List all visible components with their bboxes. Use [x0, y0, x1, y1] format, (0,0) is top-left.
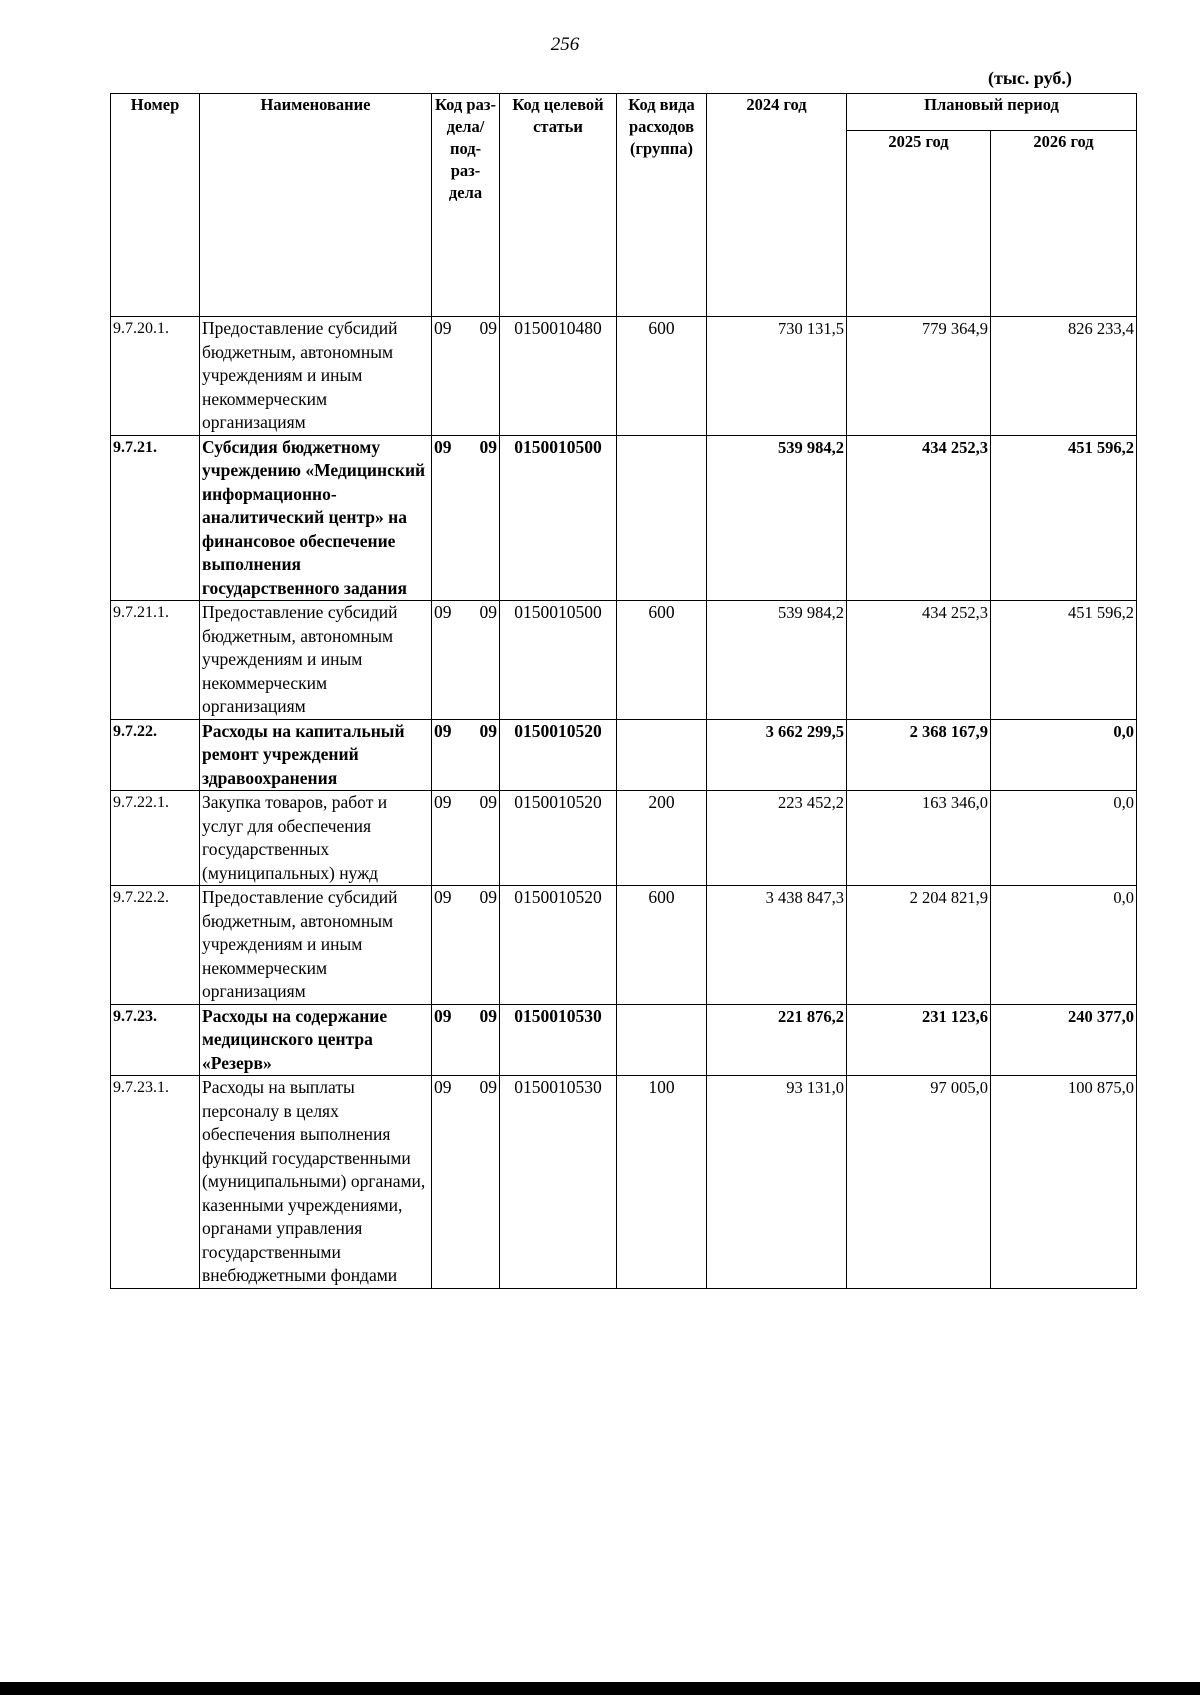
row-name: Предоставление субсидий бюджетным, автономным учреждениям и иным некоммерческим организациям	[200, 886, 432, 1005]
section-code: 09	[434, 1077, 452, 1097]
row-value-2026: 826 233,4	[991, 317, 1137, 436]
row-name: Расходы на капитальный ремонт учреждений здравоохранения	[200, 719, 432, 791]
row-number: 9.7.21.1.	[111, 601, 200, 720]
table-row	[111, 719, 1137, 791]
page-number: 256	[550, 34, 580, 55]
row-section-code	[432, 791, 500, 886]
subsection-code: 09	[479, 436, 497, 457]
header-planning-period: Плановый период	[847, 94, 1137, 131]
row-expense-type	[617, 719, 707, 791]
header-year-2026: 2026 год	[991, 131, 1137, 317]
table-row	[111, 317, 1137, 436]
row-value-2024: 3 662 299,5	[707, 719, 847, 791]
row-number: 9.7.21.	[111, 435, 200, 601]
row-expense-type: 600	[617, 601, 707, 720]
row-section-code	[432, 601, 500, 720]
row-value-2024: 3 438 847,3	[707, 886, 847, 1005]
row-section-code	[432, 719, 500, 791]
row-target-code: 0150010500	[500, 435, 617, 601]
budget-table	[110, 93, 1137, 1289]
row-section-code	[432, 1004, 500, 1076]
row-value-2026: 240 377,0	[991, 1004, 1137, 1076]
table-body	[111, 317, 1137, 1289]
table-row	[111, 1076, 1137, 1289]
row-target-code: 0150010520	[500, 719, 617, 791]
row-section-code	[432, 1076, 500, 1289]
row-number: 9.7.22.	[111, 719, 200, 791]
row-value-2026: 0,0	[991, 791, 1137, 886]
row-value-2025: 2 368 167,9	[847, 719, 991, 791]
row-name: Предоставление субсидий бюджетным, автономным учреждениям и иным некоммерческим организациям	[200, 601, 432, 720]
row-name: Предоставление субсидий бюджетным, автономным учреждениям и иным некоммерческим организациям	[200, 317, 432, 436]
section-code: 09	[434, 436, 452, 457]
row-value-2024: 539 984,2	[707, 601, 847, 720]
row-expense-type: 600	[617, 317, 707, 436]
header-name: Наименование	[200, 94, 432, 317]
subsection-code: 09	[479, 1077, 497, 1097]
row-expense-type: 200	[617, 791, 707, 886]
row-value-2024: 93 131,0	[707, 1076, 847, 1289]
scan-bottom-border	[0, 1682, 1200, 1695]
row-expense-type	[617, 435, 707, 601]
row-target-code: 0150010520	[500, 791, 617, 886]
units-label: (тыс. руб.)	[988, 68, 1072, 88]
row-expense-type	[617, 1004, 707, 1076]
table-row	[111, 886, 1137, 1005]
row-value-2026: 100 875,0	[991, 1076, 1137, 1289]
header-number: Номер	[111, 94, 200, 317]
section-code: 09	[434, 1005, 452, 1026]
header-section: Код раз- дела/ под- раз- дела	[432, 94, 500, 317]
table-row	[111, 1004, 1137, 1076]
row-value-2025: 434 252,3	[847, 601, 991, 720]
table-row	[111, 601, 1137, 720]
row-value-2025: 2 204 821,9	[847, 886, 991, 1005]
section-code: 09	[434, 602, 452, 622]
row-target-code: 0150010530	[500, 1076, 617, 1289]
row-value-2026: 0,0	[991, 886, 1137, 1005]
row-name: Закупка товаров, работ и услуг для обеспечения государственных (муниципальных) нужд	[200, 791, 432, 886]
section-code: 09	[434, 720, 452, 741]
table-row	[111, 435, 1137, 601]
row-value-2026: 451 596,2	[991, 601, 1137, 720]
subsection-code: 09	[479, 792, 497, 812]
row-value-2025: 97 005,0	[847, 1076, 991, 1289]
row-target-code: 0150010500	[500, 601, 617, 720]
row-section-code	[432, 886, 500, 1005]
row-value-2024: 223 452,2	[707, 791, 847, 886]
subsection-code: 09	[479, 1005, 497, 1026]
row-value-2025: 779 364,9	[847, 317, 991, 436]
subsection-code: 09	[479, 318, 497, 338]
section-code: 09	[434, 318, 452, 338]
row-value-2025: 231 123,6	[847, 1004, 991, 1076]
row-name: Расходы на выплаты персоналу в целях обеспечения выполнения функций государственными (муниципальными) органами, казенными учреждениями, органами управления государственными внебюджетными фондами	[200, 1076, 432, 1289]
row-section-code	[432, 317, 500, 436]
row-value-2025: 434 252,3	[847, 435, 991, 601]
row-value-2024: 221 876,2	[707, 1004, 847, 1076]
row-target-code: 0150010520	[500, 886, 617, 1005]
section-code: 09	[434, 792, 452, 812]
header-year-2025: 2025 год	[847, 131, 991, 317]
row-section-code	[432, 435, 500, 601]
row-name: Расходы на содержание медицинского центра «Резерв»	[200, 1004, 432, 1076]
row-number: 9.7.22.1.	[111, 791, 200, 886]
header-year-2024: 2024 год	[707, 94, 847, 317]
header-target: Код целевой статьи	[500, 94, 617, 317]
row-number: 9.7.20.1.	[111, 317, 200, 436]
row-value-2025: 163 346,0	[847, 791, 991, 886]
row-name: Субсидия бюджетному учреждению «Медицинский информационно-аналитический центр» на финансовое обеспечение выполнения государственного задания	[200, 435, 432, 601]
row-target-code: 0150010480	[500, 317, 617, 436]
row-value-2024: 730 131,5	[707, 317, 847, 436]
row-target-code: 0150010530	[500, 1004, 617, 1076]
row-number: 9.7.22.2.	[111, 886, 200, 1005]
row-value-2026: 0,0	[991, 719, 1137, 791]
row-value-2024: 539 984,2	[707, 435, 847, 601]
row-value-2026: 451 596,2	[991, 435, 1137, 601]
row-expense-type: 600	[617, 886, 707, 1005]
table-row	[111, 791, 1137, 886]
row-number: 9.7.23.1.	[111, 1076, 200, 1289]
table-header-row	[111, 94, 1137, 131]
subsection-code: 09	[479, 720, 497, 741]
section-code: 09	[434, 887, 452, 907]
subsection-code: 09	[479, 602, 497, 622]
row-number: 9.7.23.	[111, 1004, 200, 1076]
subsection-code: 09	[479, 887, 497, 907]
row-expense-type: 100	[617, 1076, 707, 1289]
header-expense-type: Код вида расходов (группа)	[617, 94, 707, 317]
